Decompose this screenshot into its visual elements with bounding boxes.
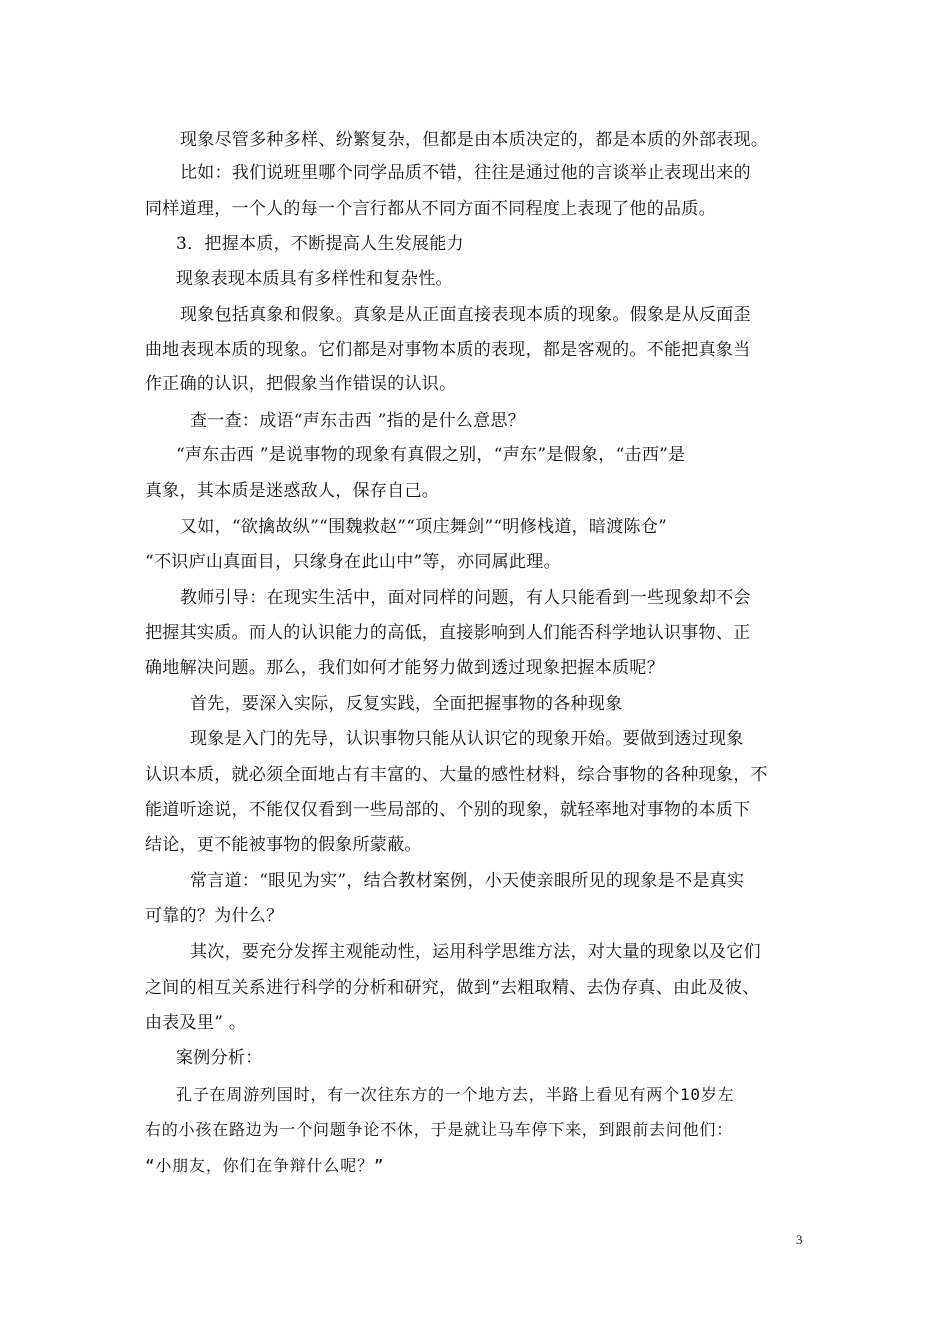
text-line: 比如：我们说班里哪个同学品质不错，往往是通过他的言谈举止表现出来的 xyxy=(180,163,751,183)
text-line: 结论，更不能被事物的假象所蒙蔽。 xyxy=(145,835,422,855)
text-line: 可靠的？为什么？ xyxy=(145,906,284,926)
text-line: 现象是入门的先导，认识事物只能从认识它的现象开始。要做到透过现象 xyxy=(190,729,744,749)
text-line: 能道听途说，不能仅仅看到一些局部的、个别的现象，就轻率地对事物的本质下 xyxy=(145,800,751,820)
text-line: 同样道理，一个人的每一个言行都从不同方面不同程度上表现了他的品质。 xyxy=(145,199,716,219)
text-line: 查一查：成语“声东击西 ”指的是什么意思？ xyxy=(190,411,526,431)
text-line: 认识本质，就必须全面地占有丰富的、大量的感性材料，综合事物的各种现象，不 xyxy=(145,765,768,785)
case-text-line: “小朋友，你们在争辩什么呢？” xyxy=(145,1156,385,1175)
text-line: 首先，要深入实际，反复实践，全面把握事物的各种现象 xyxy=(190,694,623,714)
text-line: 现象包括真象和假象。真象是从正面直接表现本质的现象。假象是从反面歪 xyxy=(180,305,751,325)
text-line: 现象表现本质具有多样性和复杂性。 xyxy=(176,269,453,289)
text-line: 真象，其本质是迷惑敌人，保存自己。 xyxy=(145,481,440,501)
text-line: “不识庐山真面目，只缘身在此山中”等，亦同属此理。 xyxy=(145,552,561,572)
text-line: 由表及里” 。 xyxy=(145,1013,247,1033)
text-line: 曲地表现本质的现象。它们都是对事物本质的表现，都是客观的。不能把真象当 xyxy=(145,340,751,360)
text-line: 其次，要充分发挥主观能动性，运用科学思维方法，对大量的现象以及它们 xyxy=(190,942,761,962)
text-line: 案例分析： xyxy=(176,1048,263,1068)
text-line: 现象尽管多种多样、纷繁复杂，但都是由本质决定的，都是本质的外部表现。 xyxy=(180,130,769,150)
case-text-line: 孔子在周游列国时，有一次往东方的一个地方去，半路上看见有两个10岁左 xyxy=(176,1085,735,1104)
text-line: 又如，“欲擒故纵”“围魏救赵”“项庄舞剑”“明修栈道，暗渡陈仓” xyxy=(180,517,668,537)
section-heading: 3．把握本质，不断提高人生发展能力 xyxy=(176,234,464,254)
page-number: 3 xyxy=(796,1232,803,1247)
text-line: 常言道：“眼见为实”，结合教材案例，小天使亲眼所见的现象是不是真实 xyxy=(190,871,745,891)
case-text-line: 右的小孩在路边为一个问题争论不休，于是就让马车停下来，到跟前去问他们： xyxy=(145,1120,734,1139)
text-line: 之间的相互关系进行科学的分析和研究，做到“去粗取精、去伪存真、由此及彼、 xyxy=(145,978,760,998)
text-line: 教师引导：在现实生活中，面对同样的问题，有人只能看到一些现象却不会 xyxy=(180,588,751,608)
text-line: “声东击西 ”是说事物的现象有真假之别，“声东”是假象，“击西”是 xyxy=(176,445,686,465)
text-line: 作正确的认识，把假象当作错误的认识。 xyxy=(145,374,457,394)
text-line: 把握其实质。而人的认识能力的高低，直接影响到人们能否科学地认识事物、正 xyxy=(145,623,751,643)
text-line: 确地解决问题。那么，我们如何才能努力做到透过现象把握本质呢？ xyxy=(145,658,664,678)
